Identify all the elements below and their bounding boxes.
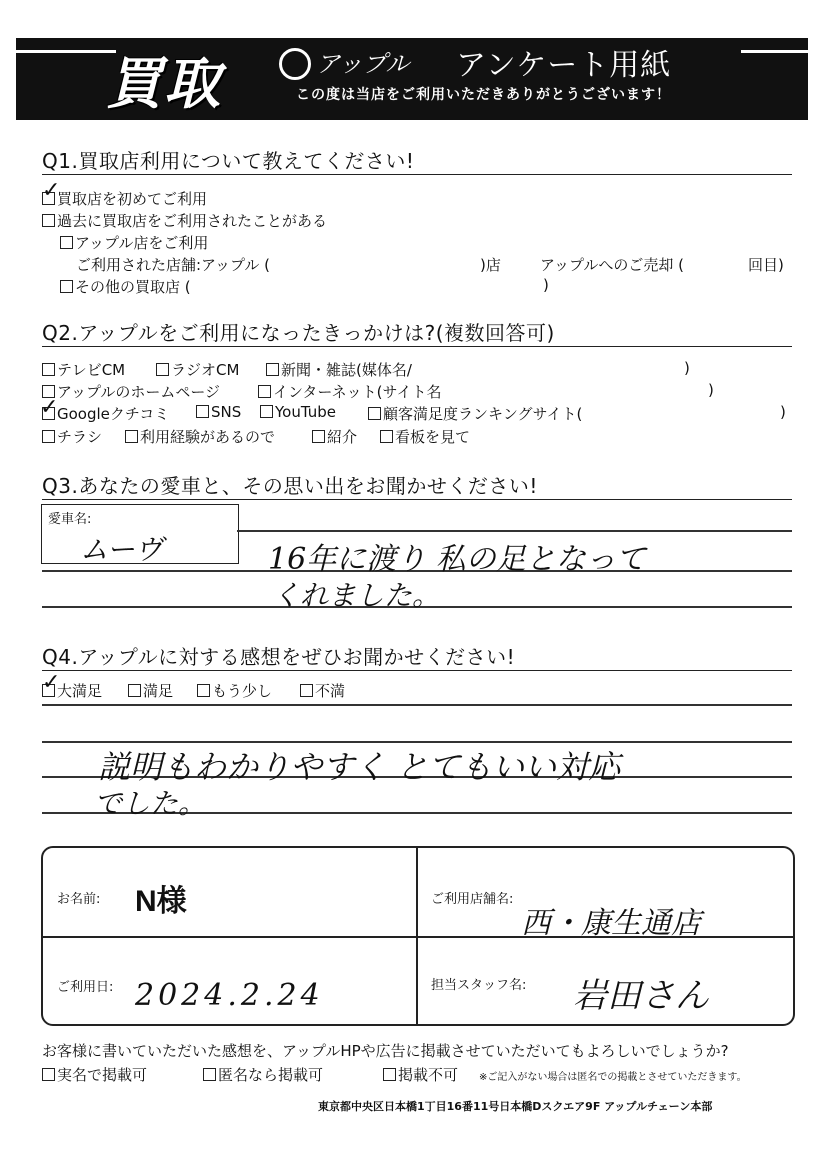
memory-line-2: くれました。: [272, 579, 441, 612]
staff-value[interactable]: 岩田さん: [573, 976, 709, 1016]
header-banner: [16, 38, 808, 120]
option-anonymous[interactable]: [203, 1064, 323, 1085]
q4-option-a-bit-more[interactable]: [197, 680, 272, 701]
publish-permission-question: お客様に書いていただいた感想を、アップルHPや広告に掲載させていただいてもよろしいでしょうか?: [42, 1042, 729, 1060]
checkbox[interactable]: [196, 405, 209, 418]
name-value[interactable]: N様: [135, 885, 187, 918]
company-address: 東京都中央区日本橋1丁目16番11号日本橋Dスクエア9F アップルチェーン本部: [318, 1100, 713, 1113]
q4-title: Q4.アップルに対する感想をぜひお聞かせください!: [42, 645, 516, 669]
checkbox[interactable]: [368, 407, 381, 420]
q1-title: Q1.買取店利用について教えてください!: [42, 149, 415, 173]
q2-option-experience-label: 利用経験があるので: [140, 428, 276, 446]
q1-underline: [42, 174, 792, 175]
q2-option-experience[interactable]: [125, 426, 275, 447]
header-subtitle: この度は当店をご利用いただきありがとうございます！: [296, 87, 671, 103]
check-mark-icon: ✓: [42, 178, 61, 203]
q2-option-homepage-label: アップルのホームページ: [57, 383, 221, 401]
date-value[interactable]: 2024.2.24: [135, 978, 324, 1013]
car-name-label: 愛車名:: [48, 512, 92, 527]
q2-ranking-close: ): [780, 403, 786, 421]
q2-option-radio[interactable]: [156, 359, 239, 380]
apple-logo-icon: [279, 48, 311, 80]
option-not-allowed-label: 掲載不可: [398, 1066, 459, 1084]
option-real-name[interactable]: [42, 1064, 147, 1085]
check-mark-icon: ✓: [42, 670, 61, 695]
q1-other-close: ): [543, 276, 549, 294]
checkbox[interactable]: [203, 1068, 216, 1081]
checkbox[interactable]: [266, 363, 279, 376]
checkbox[interactable]: [260, 405, 273, 418]
q2-option-internet[interactable]: [258, 381, 441, 402]
q2-option-referral-label: 紹介: [327, 428, 358, 446]
q3-line-1: [237, 530, 792, 532]
q2-option-youtube[interactable]: [260, 403, 336, 421]
q1-option-apple-label: アップル店をご利用: [75, 234, 209, 252]
q2-option-newspaper[interactable]: [266, 359, 412, 380]
header-right-line: [741, 50, 808, 53]
q2-option-youtube-label: YouTube: [275, 403, 336, 421]
checkbox[interactable]: [383, 1068, 396, 1081]
option-anonymous-label: 匿名なら掲載可: [218, 1066, 324, 1084]
q2-option-internet-label: インターネット(サイト名: [273, 383, 442, 401]
q2-option-sns[interactable]: [196, 403, 241, 421]
q2-option-homepage[interactable]: [42, 381, 220, 402]
q4-option-dissatisfied[interactable]: [300, 680, 345, 701]
q2-title: Q2.アップルをご利用になったきっかけは?(複数回答可): [42, 321, 555, 345]
q2-option-flyer[interactable]: [42, 426, 102, 447]
q2-option-signboard-label: 看板を見て: [395, 428, 471, 446]
store-value[interactable]: 西・康生通店: [521, 906, 701, 941]
q1-option-first[interactable]: [42, 188, 207, 209]
checkbox[interactable]: [380, 430, 393, 443]
q4-underline: [42, 670, 792, 671]
customer-info-box: [41, 846, 795, 1026]
q1-sale-count-label: アップルへのご売却 (: [540, 256, 684, 274]
q1-option-first-label: 買取店を初めてご利用: [57, 190, 208, 208]
car-name-value: ムーヴ: [80, 533, 163, 566]
q2-option-google[interactable]: [42, 403, 169, 424]
q1-option-other[interactable]: [60, 276, 191, 297]
q1-sale-count-suffix: 回目): [748, 256, 784, 274]
q1-option-apple[interactable]: [60, 232, 208, 253]
checkbox[interactable]: [60, 280, 73, 293]
check-mark-icon: ✓: [40, 395, 59, 420]
q1-store-suffix: )店: [480, 256, 501, 274]
checkbox[interactable]: [42, 363, 55, 376]
q2-internet-close: ): [708, 381, 714, 399]
comment-line-1: 説明もわかりやすく とてもいい対応: [98, 748, 621, 786]
checkbox[interactable]: [197, 684, 210, 697]
checkbox[interactable]: [128, 684, 141, 697]
q2-option-ranking-label: 顧客満足度ランキングサイト(: [383, 405, 583, 423]
anonymous-note: ※ご記入がない場合は匿名での掲載とさせていただきます。: [479, 1072, 747, 1083]
q1-store-used-label: ご利用された店舗:アップル (: [76, 256, 271, 274]
staff-label: 担当スタッフ名:: [431, 978, 527, 993]
checkbox[interactable]: [42, 214, 55, 227]
checkbox[interactable]: [42, 1068, 55, 1081]
header-brand: アップル: [316, 50, 410, 78]
q2-underline: [42, 346, 792, 347]
date-label: ご利用日:: [57, 980, 114, 995]
q4-option-dissatisfied-label: 不満: [315, 682, 346, 700]
header-left-line: [16, 50, 116, 53]
q1-option-past-label: 過去に買取店をご利用されたことがある: [57, 212, 328, 230]
checkbox[interactable]: [42, 430, 55, 443]
q2-option-flyer-label: チラシ: [57, 428, 103, 446]
checkbox[interactable]: [60, 236, 73, 249]
comment-line-2: でした。: [94, 787, 207, 820]
q3-title: Q3.あなたの愛車と、その思い出をお聞かせください!: [42, 474, 538, 498]
option-real-name-label: 実名で掲載可: [57, 1066, 148, 1084]
option-not-allowed[interactable]: [383, 1064, 458, 1085]
header-title: アンケート用紙: [456, 48, 672, 83]
q2-option-radio-label: ラジオCM: [171, 361, 240, 379]
q2-option-google-label: Googleクチコミ: [57, 405, 170, 423]
checkbox[interactable]: [125, 430, 138, 443]
checkbox[interactable]: [258, 385, 271, 398]
store-label: ご利用店舗名:: [431, 892, 514, 907]
q4-option-satisfied-label: 満足: [143, 682, 174, 700]
header-big-title: 買取: [106, 52, 222, 117]
memory-line-1: 16年に渡り 私の足となって: [268, 542, 646, 577]
q2-option-tv[interactable]: [42, 359, 125, 380]
q4-option-a-bit-more-label: もう少し: [212, 682, 273, 700]
q3-underline: [42, 499, 792, 500]
q2-option-referral[interactable]: [312, 426, 357, 447]
checkbox[interactable]: [300, 684, 313, 697]
q2-option-signboard[interactable]: [380, 426, 470, 447]
q4-option-very-satisfied-label: 大満足: [57, 682, 103, 700]
q2-newspaper-close: ): [684, 359, 690, 377]
name-label: お名前:: [57, 892, 101, 907]
q2-option-ranking[interactable]: [368, 403, 582, 424]
q1-option-past[interactable]: [42, 210, 327, 231]
checkbox[interactable]: [156, 363, 169, 376]
q2-option-tv-label: テレビCM: [57, 361, 126, 379]
q2-option-sns-label: SNS: [211, 403, 242, 421]
q4-option-satisfied[interactable]: [128, 680, 173, 701]
q4-line-1: [42, 704, 792, 706]
checkbox[interactable]: [312, 430, 325, 443]
q1-option-other-label: その他の買取店 (: [75, 278, 191, 296]
q2-option-newspaper-label: 新聞・雑誌(媒体名/: [281, 361, 412, 379]
